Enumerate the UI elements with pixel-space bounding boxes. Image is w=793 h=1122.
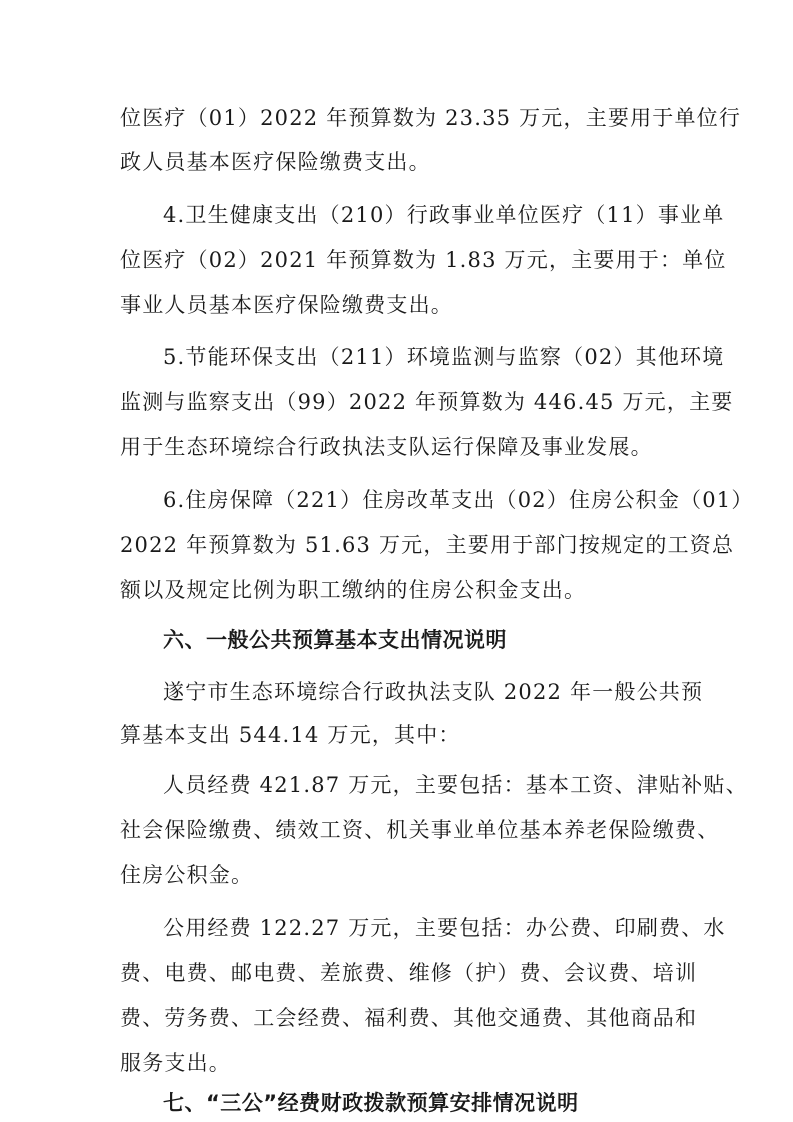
text-line: 人员经费 421.87 万元，主要包括：基本工资、津贴补贴、 (163, 773, 748, 797)
text-line: 公用经费 122.27 万元，主要包括：办公费、印刷费、水 (163, 916, 726, 940)
text-line: 住房公积金。 (120, 863, 254, 887)
text-line: 6.住房保障（221）住房改革支出（02）住房公积金（01） (163, 488, 754, 512)
text-line: 5.节能环保支出（211）环境监测与监察（02）其他环境 (163, 345, 725, 369)
text-line: 事业人员基本医疗保险缴费支出。 (120, 293, 453, 317)
text-line: 政人员基本医疗保险缴费支出。 (120, 150, 431, 174)
text-line: 费、劳务费、工会经费、福利费、其他交通费、其他商品和 (120, 1006, 698, 1030)
section-heading: 七、“三公”经费财政拨款预算安排情况说明 (163, 1091, 579, 1115)
text-line: 算基本支出 544.14 万元，其中： (120, 723, 461, 747)
text-line: 遂宁市生态环境综合行政执法支队 2022 年一般公共预 (163, 680, 704, 704)
text-line: 费、电费、邮电费、差旅费、维修（护）费、会议费、培训 (120, 961, 698, 985)
text-line: 服务支出。 (120, 1051, 231, 1075)
text-line: 额以及规定比例为职工缴纳的住房公积金支出。 (120, 578, 587, 602)
text-line: 监测与监察支出（99）2022 年预算数为 446.45 万元，主要 (120, 390, 734, 414)
text-line: 社会保险缴费、绩效工资、机关事业单位基本养老保险缴费、 (120, 818, 720, 842)
text-line: 位医疗（02）2021 年预算数为 1.83 万元，主要用于：单位 (120, 248, 727, 272)
text-line: 2022 年预算数为 51.63 万元，主要用于部门按规定的工资总 (120, 533, 735, 557)
text-line: 用于生态环境综合行政执法支队运行保障及事业发展。 (120, 435, 653, 459)
text-line: 位医疗（01）2022 年预算数为 23.35 万元，主要用于单位行 (120, 106, 742, 130)
text-line: 4.卫生健康支出（210）行政事业单位医疗（11）事业单 (163, 203, 725, 227)
section-heading: 六、一般公共预算基本支出情况说明 (163, 628, 507, 652)
